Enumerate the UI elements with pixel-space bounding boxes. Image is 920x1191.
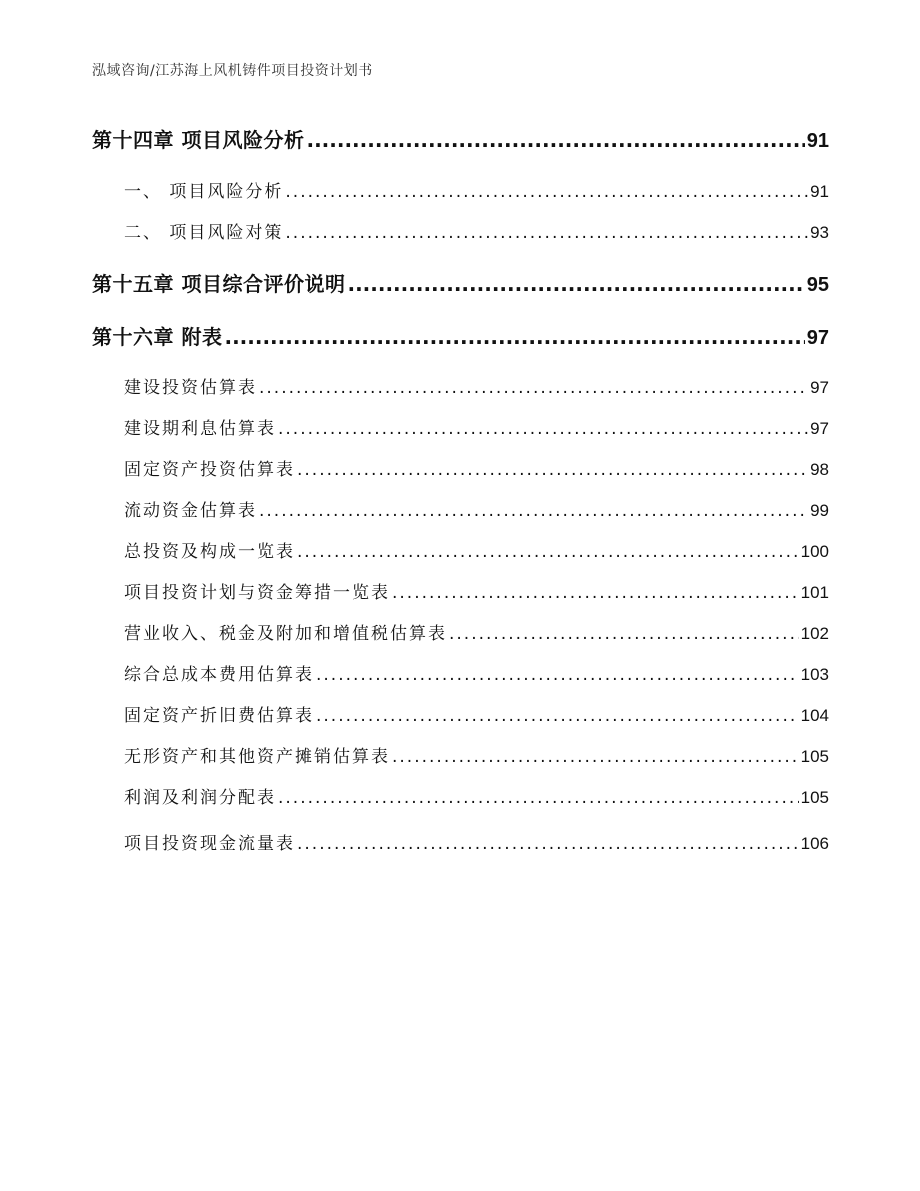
- toc-entry-page: 105: [800, 747, 829, 766]
- toc-entry-title: 第十六章 附表: [92, 325, 223, 349]
- dot-leader: [259, 501, 808, 521]
- toc-entry-title: 一、 项目风险分析: [124, 182, 284, 202]
- dot-leader: [224, 325, 804, 349]
- toc-entry-page: 105: [800, 788, 829, 807]
- toc-entry-page: 97: [810, 419, 829, 438]
- toc-entry-page: 95: [806, 274, 829, 296]
- toc-entry-title: 利润及利润分配表: [124, 788, 276, 808]
- toc-entry-table[interactable]: [124, 742, 829, 767]
- toc-entry-title: 固定资产折旧费估算表: [124, 706, 314, 726]
- toc-entry-page: 103: [800, 665, 829, 684]
- dot-leader: [259, 378, 808, 398]
- toc-entry-title: 建设期利息估算表: [124, 419, 276, 439]
- toc-entry-table[interactable]: [124, 660, 829, 685]
- toc-entry-table[interactable]: [124, 496, 829, 521]
- toc-entry-title: 第十四章 项目风险分析: [92, 128, 305, 152]
- dot-leader: [347, 272, 804, 296]
- page-header: 泓域咨询/江苏海上风机铸件项目投资计划书: [92, 63, 373, 79]
- toc-entry-title: 第十五章 项目综合评价说明: [92, 272, 346, 296]
- toc-entry-page: 93: [810, 223, 829, 242]
- toc-entry-page: 97: [806, 327, 829, 349]
- toc-entry-chapter-15[interactable]: [92, 268, 829, 297]
- toc-entry-page: 97: [810, 378, 829, 397]
- toc-entry-title: 固定资产投资估算表: [124, 460, 295, 480]
- toc-entry-chapter-14[interactable]: [92, 124, 829, 153]
- toc-entry-title: 流动资金估算表: [124, 501, 257, 521]
- toc-entry-section-risk-analysis[interactable]: [124, 177, 829, 202]
- toc-entry-title: 营业收入、税金及附加和增值税估算表: [124, 624, 447, 644]
- toc-entry-title: 无形资产和其他资产摊销估算表: [124, 747, 390, 767]
- dot-leader: [316, 706, 799, 726]
- toc-entry-page: 100: [800, 542, 829, 561]
- toc-entry-page: 91: [810, 182, 829, 201]
- toc-entry-page: 102: [800, 624, 829, 643]
- toc-entry-table[interactable]: [124, 537, 829, 562]
- toc-entry-table[interactable]: [124, 829, 829, 854]
- dot-leader: [297, 542, 799, 562]
- dot-leader: [278, 788, 799, 808]
- toc-entry-title: 项目投资现金流量表: [124, 834, 295, 854]
- toc-entry-page: 98: [810, 460, 829, 479]
- dot-leader: [278, 419, 808, 439]
- dot-leader: [392, 747, 799, 767]
- dot-leader: [297, 834, 799, 854]
- dot-leader: [285, 223, 808, 243]
- toc-entry-chapter-16[interactable]: [92, 321, 829, 350]
- toc-entry-table[interactable]: [124, 619, 829, 644]
- toc-entry-table[interactable]: [124, 783, 829, 808]
- dot-leader: [297, 460, 808, 480]
- toc-entry-page: 91: [806, 130, 829, 152]
- dot-leader: [306, 128, 804, 152]
- toc-entry-table[interactable]: [124, 455, 829, 480]
- toc-entry-page: 99: [810, 501, 829, 520]
- toc-entry-table[interactable]: [124, 414, 829, 439]
- toc-entry-title: 二、 项目风险对策: [124, 223, 284, 243]
- toc-entry-page: 101: [800, 583, 829, 602]
- toc-entry-title: 项目投资计划与资金筹措一览表: [124, 583, 390, 603]
- toc-entry-title: 总投资及构成一览表: [124, 542, 295, 562]
- dot-leader: [449, 624, 799, 644]
- toc-entry-table[interactable]: [124, 373, 829, 398]
- toc-entry-title: 建设投资估算表: [124, 378, 257, 398]
- toc-entry-table[interactable]: [124, 578, 829, 603]
- toc-entry-title: 综合总成本费用估算表: [124, 665, 314, 685]
- toc-entry-section-risk-countermeasures[interactable]: [124, 218, 829, 243]
- dot-leader: [316, 665, 799, 685]
- dot-leader: [392, 583, 799, 603]
- toc-entry-page: 104: [800, 706, 829, 725]
- toc-entry-page: 106: [800, 834, 829, 853]
- toc-entry-table[interactable]: [124, 701, 829, 726]
- dot-leader: [285, 182, 808, 202]
